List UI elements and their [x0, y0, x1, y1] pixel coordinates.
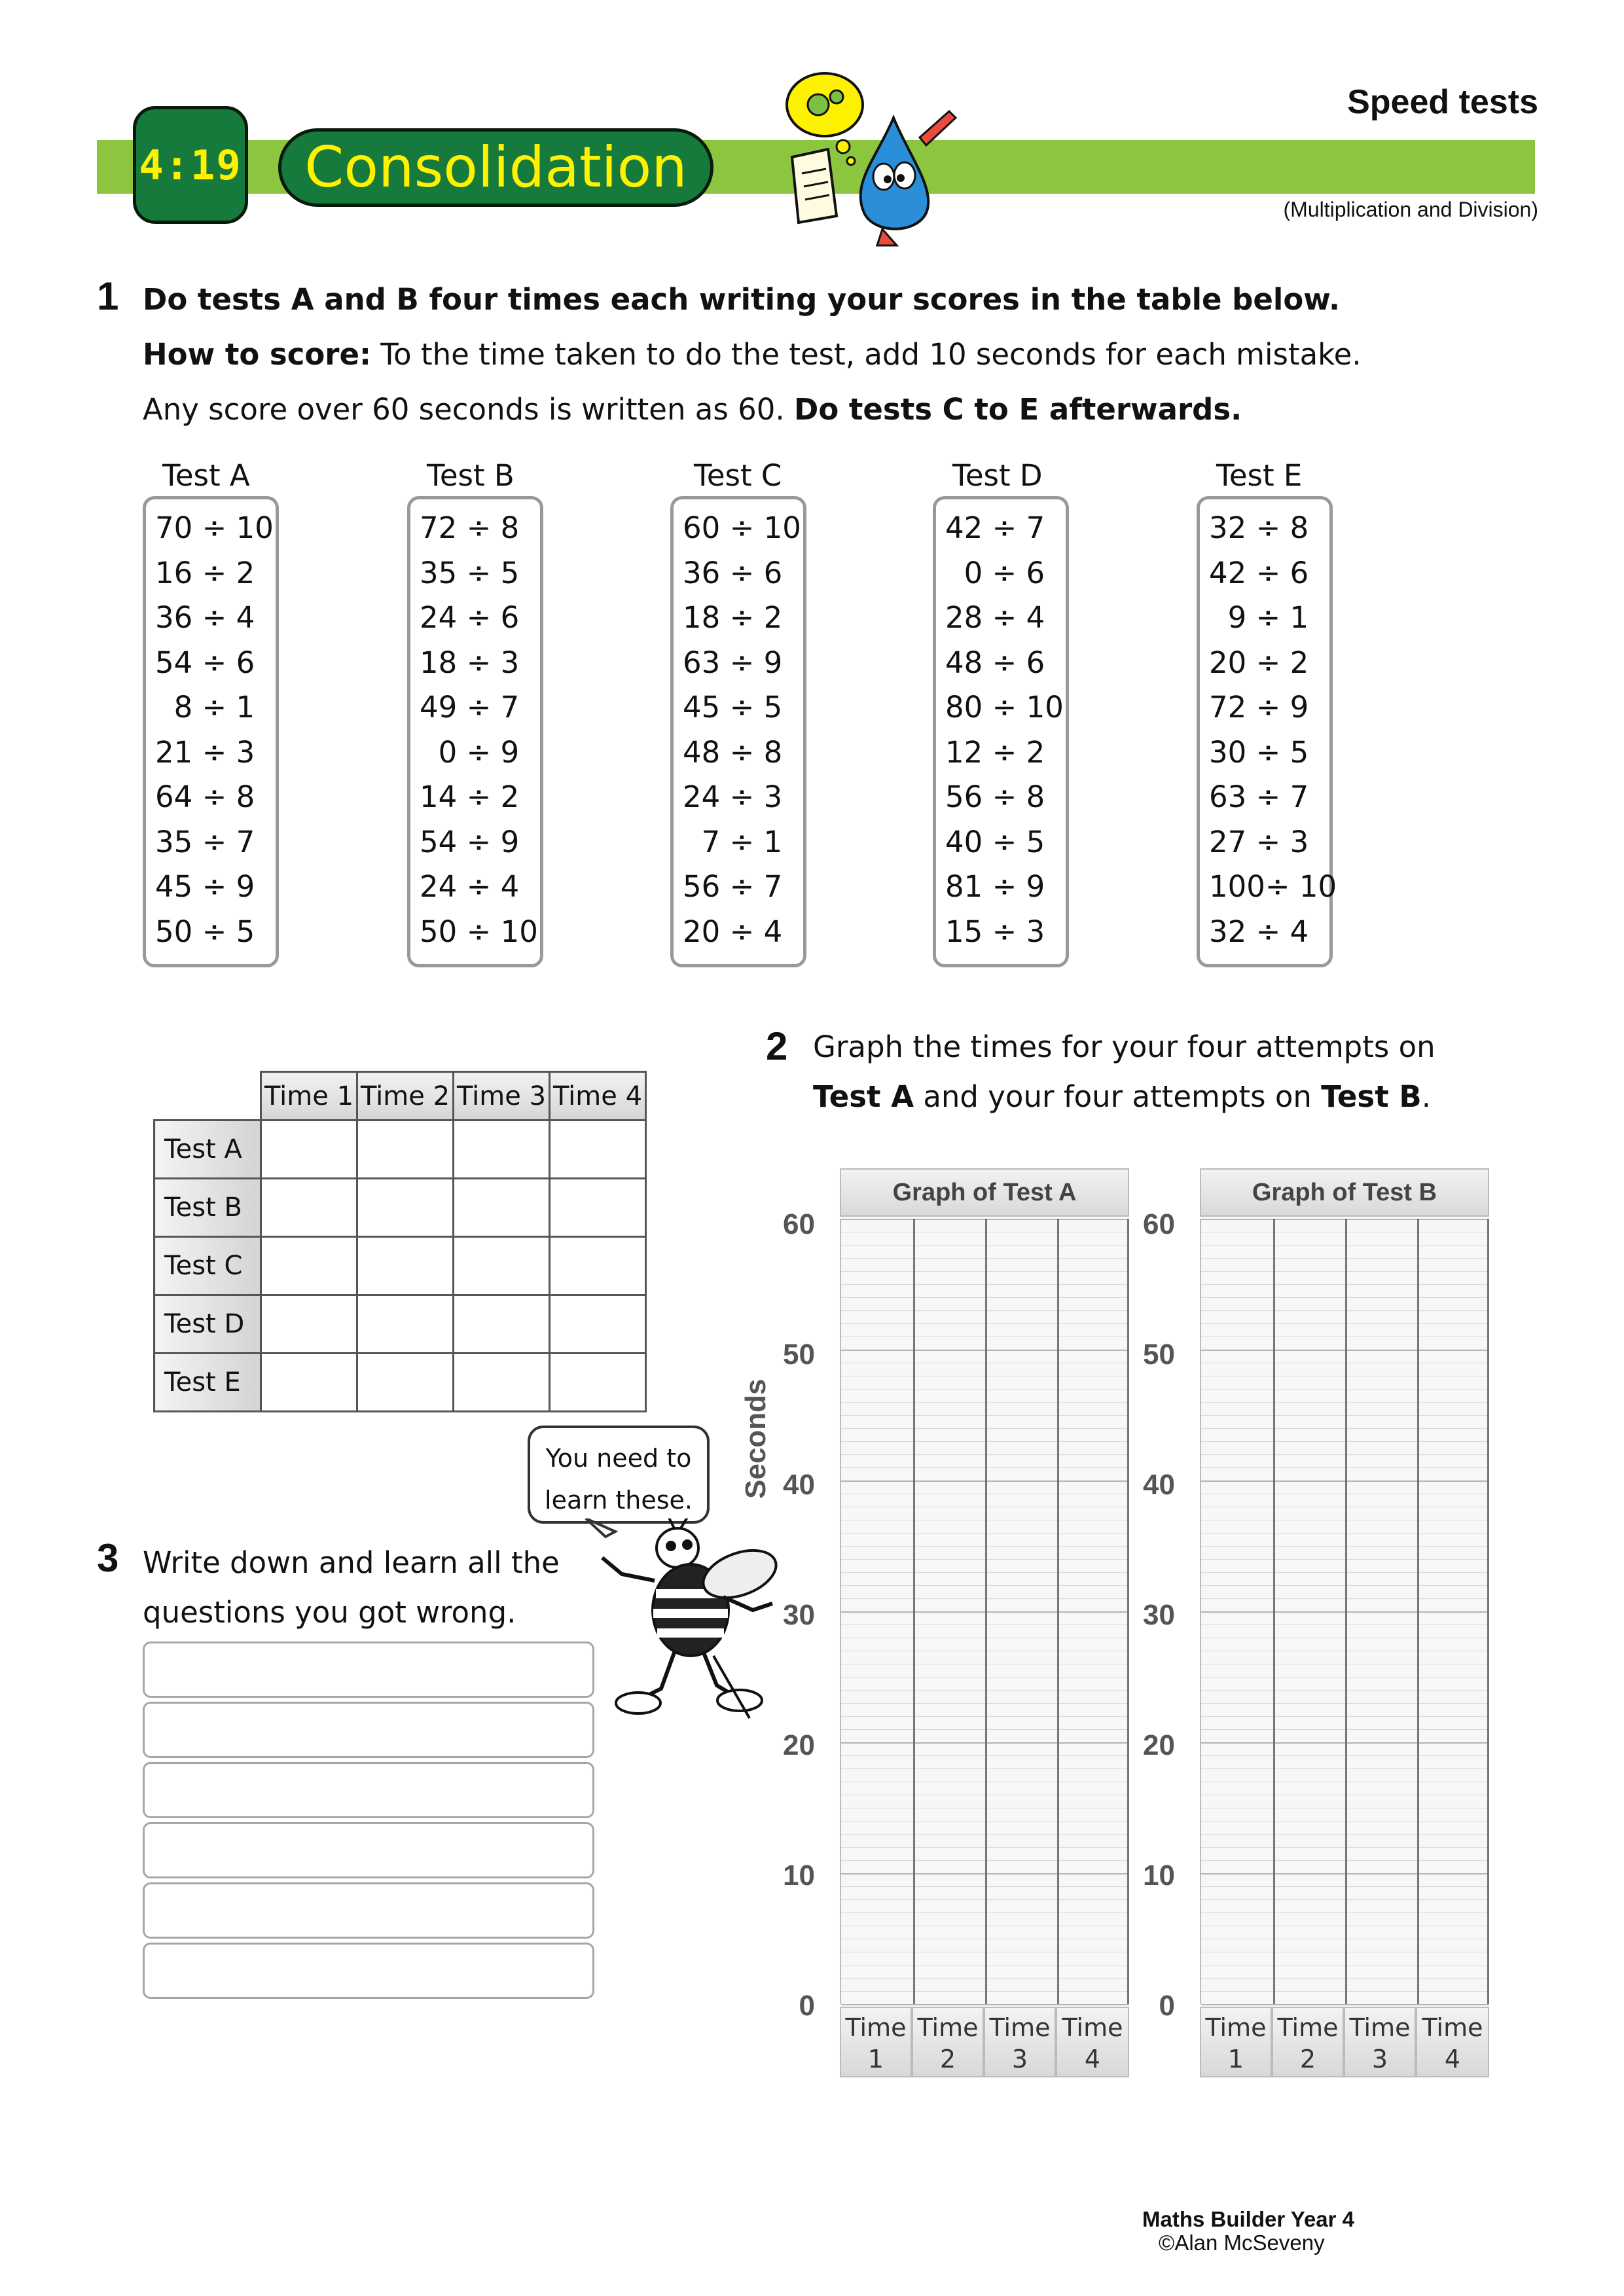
- question-1-line3-bold: Do tests C to E afterwards.: [793, 392, 1242, 427]
- x-tick-number: 4: [1084, 2045, 1101, 2073]
- score-cell[interactable]: [261, 1237, 357, 1295]
- y-tick-label: 10: [1143, 1859, 1175, 1892]
- question-1-line1: Do tests A and B four times each writing your scores in the table below.: [143, 282, 1341, 317]
- y-tick-label: 60: [783, 1208, 815, 1240]
- test-question: 8 ÷ 1: [155, 690, 255, 725]
- test-question: 21 ÷ 3: [155, 734, 255, 770]
- test-question: 56 ÷ 7: [683, 869, 783, 904]
- x-tick-word: Time: [845, 2013, 907, 2042]
- test-question: 40 ÷ 5: [945, 824, 1045, 859]
- test-box: [670, 496, 806, 967]
- question-2-line1: Graph the times for your four attempts on: [813, 1030, 1435, 1064]
- lesson-number: 4:19: [145, 134, 236, 196]
- table-row: [154, 1121, 646, 1179]
- category-column-divider: [985, 1219, 987, 2004]
- category-column-divider: [1345, 1219, 1347, 2004]
- y-tick-label: 0: [799, 1990, 815, 2022]
- score-cell[interactable]: [454, 1179, 550, 1237]
- test-box: [407, 496, 543, 967]
- test-label: Test C: [694, 458, 782, 493]
- footer-book-title: Maths Builder Year 4: [1142, 2207, 1355, 2231]
- test-d: [933, 458, 1069, 967]
- test-box: [933, 496, 1069, 967]
- test-question: 50 ÷ 5: [155, 914, 255, 949]
- x-tick-number: 4: [1444, 2045, 1461, 2073]
- test-question: 42 ÷ 7: [945, 511, 1045, 545]
- row-header: Test E: [154, 1354, 261, 1412]
- mascot-raindrop-illustration: [766, 65, 962, 249]
- table-corner: [154, 1072, 261, 1121]
- score-cell[interactable]: [357, 1179, 454, 1237]
- category-column-divider: [1487, 1219, 1489, 2004]
- y-tick-label: 0: [1159, 1990, 1175, 2022]
- score-cell[interactable]: [454, 1295, 550, 1354]
- test-question: 18 ÷ 3: [420, 645, 520, 680]
- score-cell[interactable]: [550, 1121, 646, 1179]
- question-2-number: 2: [766, 1024, 788, 1068]
- y-tick-label: 40: [783, 1469, 815, 1501]
- y-tick-label: 10: [783, 1859, 815, 1892]
- test-label: Test E: [1216, 458, 1303, 493]
- test-question: 20 ÷ 2: [1209, 645, 1309, 680]
- x-tick-word: Time: [1422, 2013, 1483, 2042]
- test-a: [143, 458, 279, 967]
- test-question: 35 ÷ 7: [155, 824, 255, 859]
- test-question: 24 ÷ 3: [683, 780, 783, 814]
- test-box: [1197, 496, 1337, 967]
- score-cell[interactable]: [357, 1354, 454, 1412]
- page-title: Consolidation: [278, 128, 713, 207]
- x-tick-number: 3: [1011, 2045, 1028, 2073]
- test-question: 28 ÷ 4: [945, 600, 1045, 635]
- test-question: 81 ÷ 9: [945, 869, 1045, 904]
- x-tick-label: [1416, 2007, 1489, 2077]
- column-header: Time 2: [357, 1072, 454, 1121]
- question-1-line3: Any score over 60 seconds is written as 60.: [143, 392, 794, 427]
- answer-line[interactable]: [143, 1702, 594, 1758]
- y-tick-label: 50: [783, 1338, 815, 1371]
- test-question: 49 ÷ 7: [420, 690, 520, 725]
- bubble-line: learn these.: [545, 1486, 693, 1515]
- table-row: [154, 1295, 646, 1354]
- score-cell[interactable]: [261, 1354, 357, 1412]
- graph-b-title: Graph of Test B: [1200, 1168, 1489, 1217]
- x-tick-word: Time: [1349, 2013, 1411, 2042]
- column-header: Time 4: [550, 1072, 646, 1121]
- test-question: 60 ÷ 10: [683, 511, 801, 545]
- test-label: Test B: [427, 458, 514, 493]
- test-question: 0 ÷ 6: [945, 555, 1045, 590]
- bubble-line: You need to: [545, 1444, 692, 1473]
- bee-illustration: [576, 1518, 792, 1728]
- test-question: 30 ÷ 5: [1209, 734, 1309, 770]
- question-2-bold-b: Test B: [1321, 1079, 1422, 1114]
- test-question: 100÷ 10: [1209, 869, 1337, 904]
- speech-bubble: [528, 1426, 710, 1524]
- x-tick-label: [1272, 2007, 1344, 2077]
- question-3-number: 3: [97, 1536, 119, 1580]
- test-question: 45 ÷ 5: [683, 690, 783, 725]
- column-header: Time 1: [261, 1072, 357, 1121]
- score-cell[interactable]: [550, 1295, 646, 1354]
- x-tick-number: 1: [867, 2045, 884, 2073]
- question-3-line1: Write down and learn all the: [143, 1545, 560, 1580]
- graph-a-x-labels: [840, 2007, 1129, 2077]
- test-question: 18 ÷ 2: [683, 600, 783, 635]
- score-cell[interactable]: [357, 1295, 454, 1354]
- x-tick-number: 2: [1299, 2045, 1316, 2073]
- how-to-score-label: How to score:: [143, 337, 371, 372]
- question-3-line2: questions you got wrong.: [143, 1595, 516, 1630]
- test-question: 15 ÷ 3: [945, 914, 1045, 949]
- graph-b-plot-area[interactable]: [1200, 1219, 1489, 2004]
- test-question: 9 ÷ 1: [1209, 600, 1309, 635]
- answer-line[interactable]: [143, 1943, 594, 1999]
- graph-a-title: Graph of Test A: [840, 1168, 1129, 1217]
- x-tick-label: [912, 2007, 984, 2077]
- answer-line[interactable]: [143, 1822, 594, 1878]
- test-b: [407, 458, 543, 967]
- score-cell[interactable]: [357, 1237, 454, 1295]
- test-question: 63 ÷ 7: [1209, 780, 1309, 814]
- x-tick-label: [1200, 2007, 1272, 2077]
- test-question: 36 ÷ 6: [683, 555, 783, 590]
- score-cell[interactable]: [261, 1179, 357, 1237]
- test-question: 72 ÷ 8: [420, 511, 520, 545]
- test-e: [1197, 458, 1337, 967]
- test-question: 35 ÷ 5: [420, 555, 520, 590]
- column-header: Time 3: [454, 1072, 550, 1121]
- test-question: 64 ÷ 8: [155, 780, 255, 814]
- test-question: 63 ÷ 9: [683, 645, 783, 680]
- y-axis-label: Seconds: [740, 1378, 772, 1499]
- score-cell[interactable]: [261, 1295, 357, 1354]
- table-row: [154, 1179, 646, 1237]
- test-question: 36 ÷ 4: [155, 600, 255, 635]
- score-cell[interactable]: [550, 1354, 646, 1412]
- x-tick-label: [1056, 2007, 1129, 2077]
- y-tick-label: 30: [783, 1599, 815, 1631]
- test-question: 24 ÷ 6: [420, 600, 520, 635]
- test-c: [670, 458, 806, 967]
- y-tick-label: 20: [1143, 1729, 1175, 1761]
- row-header: Test B: [154, 1179, 261, 1237]
- test-question: 14 ÷ 2: [420, 780, 520, 814]
- question-2-end: .: [1421, 1079, 1432, 1114]
- score-cell[interactable]: [454, 1121, 550, 1179]
- question-1-number: 1: [97, 274, 119, 318]
- score-cell[interactable]: [357, 1121, 454, 1179]
- answer-line[interactable]: [143, 1882, 594, 1939]
- lesson-number-badge: [133, 106, 248, 224]
- y-tick-label: 60: [1143, 1208, 1175, 1240]
- test-question: 32 ÷ 8: [1209, 511, 1309, 545]
- y-tick-label: 30: [1143, 1599, 1175, 1631]
- section-title: Speed tests: [1347, 83, 1538, 121]
- row-header: Test D: [154, 1295, 261, 1354]
- graph-a-plot-area[interactable]: [840, 1219, 1129, 2004]
- y-tick-label: 50: [1143, 1338, 1175, 1371]
- test-question: 80 ÷ 10: [945, 690, 1064, 725]
- x-tick-word: Time: [1205, 2013, 1267, 2042]
- test-question: 70 ÷ 10: [155, 511, 274, 545]
- test-question: 27 ÷ 3: [1209, 824, 1309, 859]
- test-question: 54 ÷ 9: [420, 824, 520, 859]
- x-tick-word: Time: [917, 2013, 979, 2042]
- question-2-mid: and your four attempts on: [914, 1079, 1322, 1114]
- test-label: Test A: [162, 458, 250, 493]
- category-column-divider: [1057, 1219, 1059, 2004]
- x-tick-label: [1344, 2007, 1416, 2077]
- gridline: [1201, 2004, 1489, 2005]
- row-header: Test C: [154, 1237, 261, 1295]
- category-column-divider: [1127, 1219, 1129, 2004]
- section-subtitle: (Multiplication and Division): [1283, 198, 1538, 221]
- y-tick-label: 20: [783, 1729, 815, 1761]
- score-cell[interactable]: [550, 1237, 646, 1295]
- score-cell[interactable]: [261, 1121, 357, 1179]
- footer-copyright: ©Alan McSeveny: [1159, 2231, 1325, 2255]
- score-cell[interactable]: [454, 1354, 550, 1412]
- graph-b-x-labels: [1200, 2007, 1489, 2077]
- gridline: [841, 2004, 1129, 2005]
- x-tick-number: 2: [939, 2045, 956, 2073]
- question-2-text: [813, 1022, 1435, 1122]
- test-question: 48 ÷ 6: [945, 645, 1045, 680]
- how-to-score-text: To the time taken to do the test, add 10 seconds for each mistake.: [371, 337, 1362, 372]
- category-column-divider: [913, 1219, 915, 2004]
- x-tick-label: [984, 2007, 1056, 2077]
- question-3-text: [143, 1538, 560, 1638]
- x-tick-word: Time: [1277, 2013, 1339, 2042]
- test-question: 12 ÷ 2: [945, 734, 1045, 770]
- test-question: 0 ÷ 9: [420, 734, 520, 770]
- test-question: 48 ÷ 8: [683, 734, 783, 770]
- test-question: 56 ÷ 8: [945, 780, 1045, 814]
- test-question: 24 ÷ 4: [420, 869, 520, 904]
- test-question: 20 ÷ 4: [683, 914, 783, 949]
- question-2-bold-a: Test A: [813, 1079, 914, 1114]
- row-header: Test A: [154, 1121, 261, 1179]
- test-question: 42 ÷ 6: [1209, 555, 1309, 590]
- test-question: 54 ÷ 6: [155, 645, 255, 680]
- test-question: 50 ÷ 10: [420, 914, 538, 949]
- x-tick-number: 3: [1371, 2045, 1388, 2073]
- answer-line[interactable]: [143, 1762, 594, 1818]
- x-tick-number: 1: [1227, 2045, 1244, 2073]
- test-question: 32 ÷ 4: [1209, 914, 1309, 949]
- x-tick-word: Time: [1062, 2013, 1123, 2042]
- x-tick-word: Time: [989, 2013, 1051, 2042]
- table-row: [154, 1237, 646, 1295]
- question-1-text: [143, 272, 1362, 437]
- test-question: 16 ÷ 2: [155, 555, 255, 590]
- category-column-divider: [1417, 1219, 1419, 2004]
- test-question: 72 ÷ 9: [1209, 690, 1309, 725]
- score-cell[interactable]: [550, 1179, 646, 1237]
- test-question: 45 ÷ 9: [155, 869, 255, 904]
- answer-line[interactable]: [143, 1641, 594, 1698]
- score-cell[interactable]: [454, 1237, 550, 1295]
- test-label: Test D: [952, 458, 1043, 493]
- category-column-divider: [1273, 1219, 1275, 2004]
- test-box: [143, 496, 279, 967]
- x-tick-label: [840, 2007, 912, 2077]
- y-tick-label: 40: [1143, 1469, 1175, 1501]
- score-table: [153, 1071, 647, 1412]
- test-question: 7 ÷ 1: [683, 824, 783, 859]
- table-row: [154, 1354, 646, 1412]
